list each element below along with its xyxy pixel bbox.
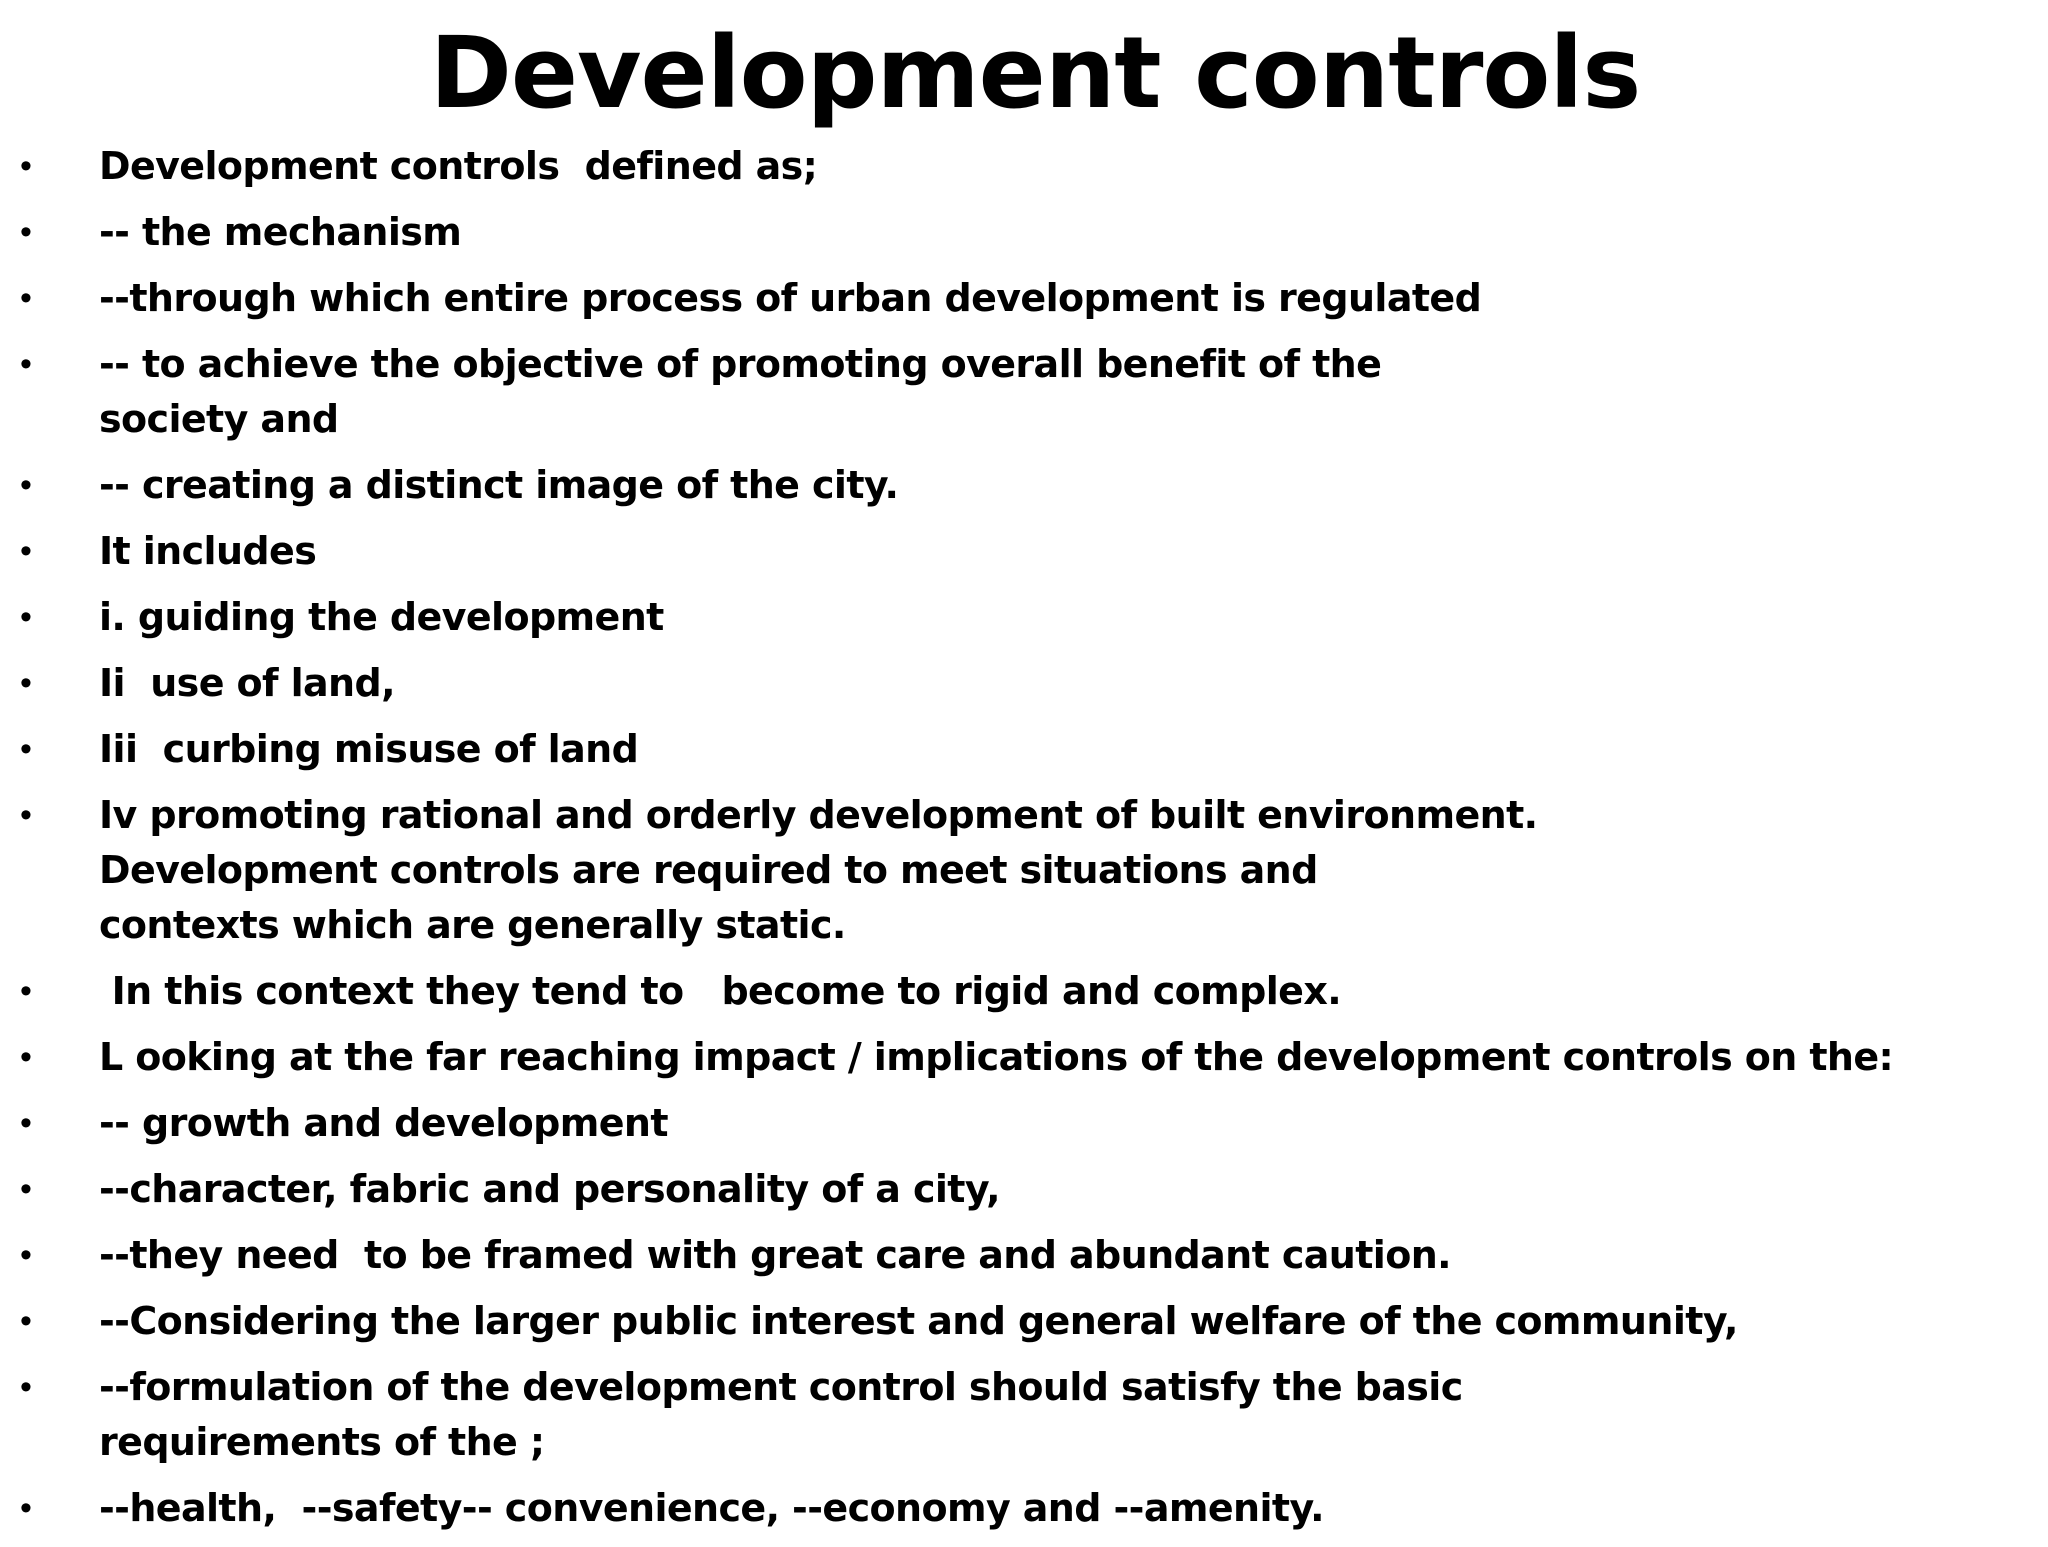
bullet-text-line: Development controls defined as; xyxy=(99,144,818,188)
bullet-marker: • xyxy=(20,972,32,1010)
bullet-item xyxy=(0,722,2048,777)
bullet-item xyxy=(0,590,2048,645)
bullet-text-line: --through which entire process of urban development is regulated xyxy=(99,276,1482,320)
bullet-text-line: requirements of the ; xyxy=(99,1420,545,1464)
bullet-text-line: -- creating a distinct image of the city. xyxy=(99,463,899,507)
bullet-marker: • xyxy=(20,345,32,383)
bullet-marker: • xyxy=(20,1236,32,1274)
bullet-text-line: --formulation of the development control should satisfy the basic xyxy=(99,1365,1463,1409)
bullet-marker: • xyxy=(20,213,32,251)
bullet-item xyxy=(0,458,2048,513)
bullet-marker: • xyxy=(20,796,32,834)
bullet-item xyxy=(0,1228,2048,1283)
bullet-item xyxy=(0,524,2048,579)
bullet-list xyxy=(0,139,2048,1547)
bullet-text-line: i. guiding the development xyxy=(99,595,664,639)
bullet-item xyxy=(0,205,2048,260)
bullet-item xyxy=(0,337,2048,447)
bullet-item xyxy=(0,1096,2048,1151)
bullet-text-line: society and xyxy=(99,397,339,441)
bullet-text-line: It includes xyxy=(99,529,317,573)
bullet-marker: • xyxy=(20,1368,32,1406)
bullet-marker: • xyxy=(20,532,32,570)
bullet-text-line: In this context they tend to become to rigid and complex. xyxy=(99,969,1342,1013)
bullet-item xyxy=(0,1030,2048,1085)
bullet-text-line: Iv promoting rational and orderly development of built environment. xyxy=(99,793,1538,837)
bullet-item xyxy=(0,788,2048,953)
bullet-item xyxy=(0,656,2048,711)
bullet-text-line: --character, fabric and personality of a city, xyxy=(99,1167,1000,1211)
bullet-text-line: contexts which are generally static. xyxy=(99,903,846,947)
bullet-text-line: -- to achieve the objective of promoting overall benefit of the xyxy=(99,342,1382,386)
bullet-text-line: --they need to be framed with great care and abundant caution. xyxy=(99,1233,1452,1277)
bullet-item xyxy=(0,1294,2048,1349)
bullet-item xyxy=(0,1360,2048,1470)
bullet-marker: • xyxy=(20,1170,32,1208)
bullet-item xyxy=(0,964,2048,1019)
bullet-marker: • xyxy=(20,1104,32,1142)
bullet-marker: • xyxy=(20,1038,32,1076)
bullet-marker: • xyxy=(20,1302,32,1340)
bullet-text-line: Development controls are required to meet situations and xyxy=(99,848,1318,892)
bullet-text-line: --Considering the larger public interest and general welfare of the community, xyxy=(99,1299,1738,1343)
bullet-text-line: -- the mechanism xyxy=(99,210,462,254)
bullet-item xyxy=(0,139,2048,194)
bullet-text-line: Ii use of land, xyxy=(99,661,395,705)
slide-title: Development controls xyxy=(429,16,1641,131)
bullet-marker: • xyxy=(20,598,32,636)
bullet-marker: • xyxy=(20,730,32,768)
bullet-item xyxy=(0,271,2048,326)
bullet-text-line: L ooking at the far reaching impact / implications of the development controls on the: xyxy=(99,1035,1894,1079)
bullet-item xyxy=(0,1481,2048,1536)
bullet-text-line: --health, --safety-- convenience, --economy and --amenity. xyxy=(99,1486,1325,1530)
bullet-item xyxy=(0,1162,2048,1217)
bullet-marker: • xyxy=(20,147,32,185)
bullet-marker: • xyxy=(20,279,32,317)
bullet-marker: • xyxy=(20,466,32,504)
bullet-marker: • xyxy=(20,664,32,702)
bullet-text-line: -- growth and development xyxy=(99,1101,668,1145)
bullet-text-line: Iii curbing misuse of land xyxy=(99,727,639,771)
bullet-marker: • xyxy=(20,1489,32,1527)
